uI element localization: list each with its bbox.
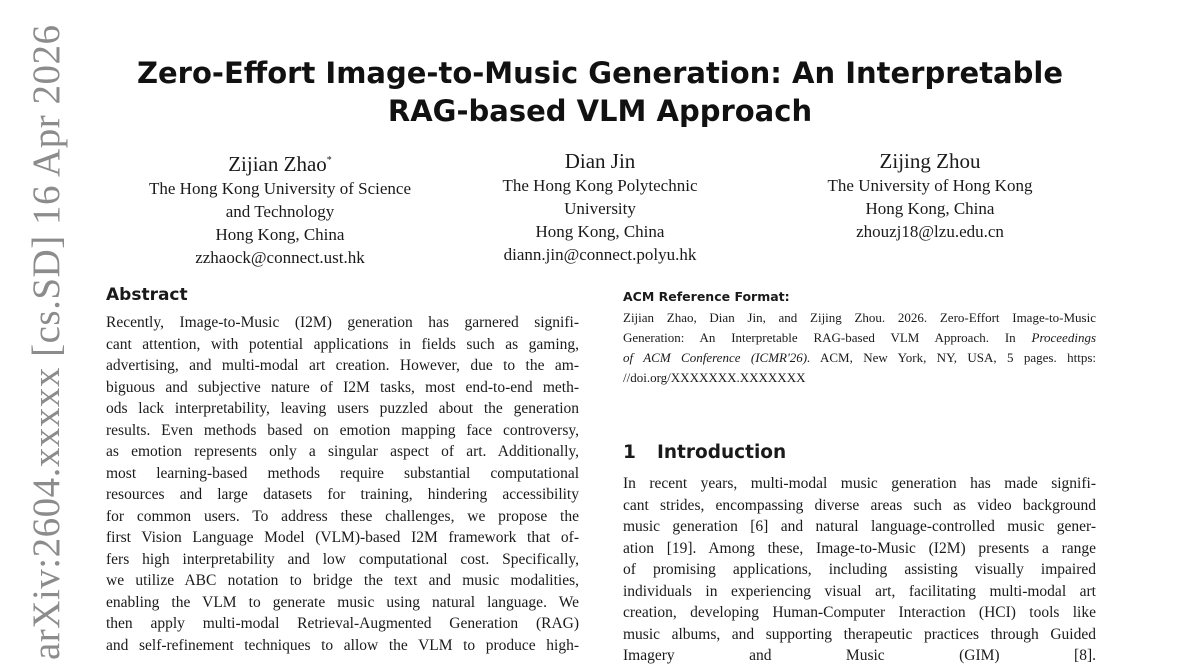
introduction-heading [623, 441, 1096, 465]
intro-line: of promising applications, including assisting visually impaired [623, 561, 1096, 578]
arxiv-stamp: arXiv:2604.xxxxx [cs.SD] 16 Apr 2026 [25, 24, 68, 660]
section-number: 1 [623, 442, 636, 463]
author-affiliation: and Technology [225, 202, 335, 221]
doi-link[interactable]: //doi.org/XXXXXXX.XXXXXXX [623, 370, 806, 385]
section-title: Introduction [657, 442, 787, 463]
intro-line: creation, developing Human-Computer Interaction (HCI) tools like [623, 604, 1096, 621]
author-affiliation: The Hong Kong Polytechnic [502, 176, 698, 195]
abstract-line: resources and large datasets for training, hindering accessibility [106, 486, 579, 503]
intro-line: individuals in experiencing visual art, facilitating multi-modal art [623, 582, 1096, 600]
abstract-line: for common users. To address these challenges, we propose the [106, 507, 579, 525]
author-block [110, 148, 450, 269]
abstract-heading: Abstract [106, 285, 188, 305]
author-name: Zijing Zhou [879, 149, 981, 173]
author-footnote-mark: * [326, 155, 332, 166]
abstract-line: enabling the VLM to generate music using natural language. We [106, 593, 579, 611]
author-email[interactable]: zzhaock@connect.ust.hk [195, 248, 365, 267]
author-name: Zijian Zhao* [228, 152, 332, 176]
acm-reference-line: Generation: An Interpretable RAG-based VLM Approach. In Proceedings [623, 330, 1096, 345]
intro-line: Imagery and Music (GIM) [8]. [623, 647, 1096, 664]
intro-line: In recent years, multi-modal music generation has made signifi- [623, 475, 1096, 492]
title-line: Zero-Effort Image-to-Music Generation: An Interpretable [136, 56, 1063, 90]
author-location: Hong Kong, China [215, 225, 345, 244]
abstract-line: biguous and subjective nature of I2M tasks, most end-to-end meth- [106, 378, 579, 396]
acm-reference-heading: ACM Reference Format: [623, 289, 790, 304]
abstract-line: we utilize ABC notation to bridge the text and music modalities, [106, 572, 579, 589]
paper-title [100, 54, 1100, 130]
proceedings-italic: Proceedings [1031, 330, 1096, 345]
conference-italic: of ACM Conference (ICMR'26). [623, 350, 811, 365]
abstract-line: then apply multi-modal Retrieval-Augmented Generation (RAG) [106, 615, 579, 632]
abstract-line: Recently, Image-to-Music (I2M) generation has garnered signifi- [106, 314, 579, 331]
author-block [460, 148, 740, 266]
author-email[interactable]: zhouzj18@lzu.edu.cn [856, 222, 1004, 241]
title-line: RAG-based VLM Approach [387, 94, 813, 128]
acm-reference-line: Zijian Zhao, Dian Jin, and Zijing Zhou. 2026. Zero-Effort Image-to-Music [623, 310, 1096, 325]
introduction-section [623, 441, 1096, 667]
abstract-line: ods lack interpretability, leaving users puzzled about the generation [106, 400, 579, 417]
intro-line: cant strides, encompassing diverse areas such as video background [623, 496, 1096, 514]
intro-line: music albums, and supporting therapeutic practices through Guided [623, 625, 1096, 643]
author-affiliation: The Hong Kong University of Science [148, 179, 412, 198]
abstract-line: first Vision Language Model (VLM)-based I2M framework that of- [106, 529, 579, 546]
abstract-line: advertising, and multi-modal art creation. However, due to the am- [106, 357, 579, 374]
author-affiliation: University [564, 199, 636, 218]
author-location: Hong Kong, China [535, 222, 665, 241]
author-name: Dian Jin [564, 149, 636, 173]
abstract-line: cant attention, with potential applications in fields such as gaming, [106, 335, 579, 353]
author-email[interactable]: diann.jin@connect.polyu.hk [503, 245, 697, 264]
abstract-line: results. Even methods based on emotion mapping face controversy, [106, 421, 579, 439]
acm-reference-format [623, 289, 1096, 388]
author-block [780, 148, 1080, 243]
intro-line: ation [19]. Among these, Image-to-Music (I2M) presents a range [623, 539, 1096, 557]
abstract-section [106, 284, 579, 656]
abstract-line: and self-refinement techniques to allow the VLM to produce high- [106, 636, 579, 654]
author-location: Hong Kong, China [865, 199, 995, 218]
abstract-line: most learning-based methods require substantial computational [106, 464, 579, 482]
abstract-line: fers high interpretability and low computational cost. Specifically, [106, 550, 579, 568]
abstract-line: as emotion represents only a singular aspect of art. Additionally, [106, 443, 579, 460]
author-affiliation: The University of Hong Kong [827, 176, 1033, 195]
acm-reference-line: of ACM Conference (ICMR'26). ACM, New York, NY, USA, 5 pages. https: [623, 350, 1097, 365]
intro-line: music generation [6] and natural language-controlled music gener- [623, 518, 1096, 535]
